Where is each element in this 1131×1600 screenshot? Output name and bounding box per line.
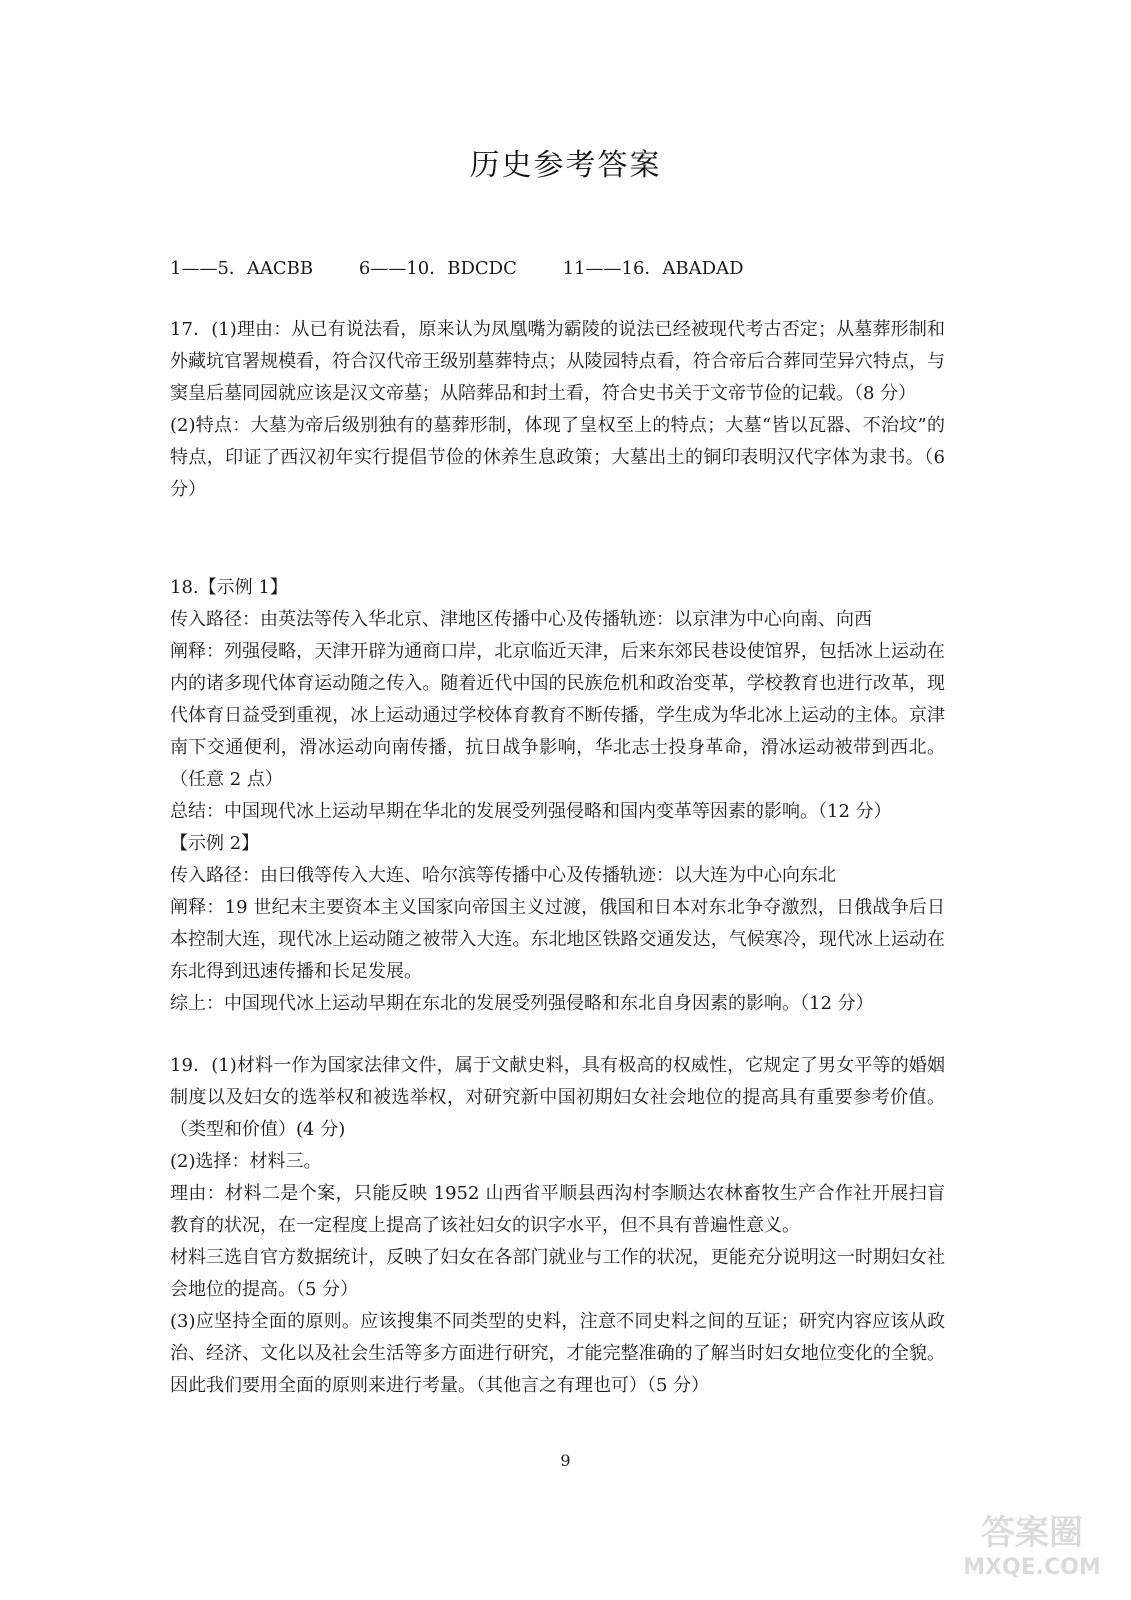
q18-example1-route: 传入路径：由英法等传入华北京、津地区传播中心及传播轨迹：以京津为中心向南、向西: [170, 609, 872, 630]
watermark-logo: [957, 1504, 1107, 1582]
q18-example2-heading: 【示例 2】: [170, 833, 260, 854]
q18-example1-explanation: 阐释：列强侵略，天津开辟为通商口岸，北京临近天津，后来东郊民巷设使馆界，包括冰上运动在内的诸多现代体育运动随之传入。随着近代中国的民族危机和政治变革，学校教育也进行改革，现代体育日益受到重视，冰上运动通过学校体育教育不断传播，学生成为华北冰上运动的主体。京津南下交通便利，滑冰运动向南传播，抗日战争影响，华北志士投身革命，滑冰运动被带到西北。（任意 2 点）: [170, 641, 945, 790]
choice-answers: [170, 254, 744, 280]
q18-example1-summary: 总结：中国现代冰上运动早期在华北的发展受列强侵略和国内变革等因素的影响。（12 分）: [170, 801, 892, 822]
choice-answers-11-16: 11——16．ABADAD: [562, 258, 744, 279]
question-17: [170, 314, 945, 506]
q19-part2-choice: (2)选择：材料三。: [170, 1151, 322, 1172]
question-19: [170, 1050, 945, 1402]
choice-answers-1-5: 1——5．AACBB: [170, 258, 314, 279]
q19-part2-reason-material2: 理由：材料二是个案，只能反映 1952 山西省平顺县西沟村李顺达农林畜牧生产合作社开展扫盲教育的状况，在一定程度上提高了该社妇女的识字水平，但不具有普遍性意义。: [170, 1183, 945, 1236]
q18-example2-route: 传入路径：由曰俄等传入大连、哈尔滨等传播中心及传播轨迹：以大连为中心向东北: [170, 865, 836, 886]
page-title: 历史参考答案: [469, 148, 662, 183]
question-18: [170, 572, 945, 1020]
q19-part3: (3)应坚持全面的原则。应该搜集不同类型的史料，注意不同史料之间的互证；研究内容应该从政治、经济、文化以及社会生活等多方面进行研究，才能完整准确的了解当时妇女地位变化的全貌。因此我们要用全面的原则来进行考量。（其他言之有理也可）（5 分）: [170, 1311, 945, 1396]
watermark-text-bottom: MXQE.COM: [963, 1555, 1101, 1580]
q18-example2-summary: 综上：中国现代冰上运动早期在东北的发展受列强侵略和东北自身因素的影响。（12 分）: [170, 993, 874, 1014]
q18-example1-heading: 18.【示例 1】: [170, 577, 288, 598]
q18-example2-explanation: 阐释：19 世纪末主要资本主义国家向帝国主义过渡，俄国和日本对东北争夺激烈，日俄战争后日本控制大连，现代冰上运动随之被带入大连。东北地区铁路交通发达，气候寒冷，现代冰上运动在东北得到迅速传播和长足发展。: [170, 897, 945, 982]
q17-part1: 17．(1)理由：从已有说法看，原来认为凤凰嘴为霸陵的说法已经被现代考古否定；从墓葬形制和外藏坑官署规模看，符合汉代帝王级别墓葬特点；从陵园特点看，符合帝后合葬同茔异穴特点，与窦皇后墓同园就应该是汉文帝墓；从陪葬品和封土看，符合史书关于文帝节俭的记载。（8 分）: [170, 319, 945, 404]
page-number: 9: [560, 1451, 571, 1470]
watermark-text-top: 答案圈: [981, 1513, 1083, 1553]
q17-part2: (2)特点：大墓为帝后级别独有的墓葬形制，体现了皇权至上的特点；大墓“皆以瓦器、不治坟”的特点，印证了西汉初年实行提倡节俭的休养生息政策；大墓出土的铜印表明汉代字体为隶书。（6 分）: [170, 415, 945, 500]
choice-answers-6-10: 6——10．BDCDC: [358, 258, 517, 279]
q19-part1: 19．(1)材料一作为国家法律文件，属于文献史料，具有极高的权威性，它规定了男女平等的婚姻制度以及妇女的选举权和被选举权，对研究新中国初期妇女社会地位的提高具有重要参考价值。（类型和价值）(4 分): [170, 1055, 945, 1140]
q19-part2-reason-material3: 材料三选自官方数据统计，反映了妇女在各部门就业与工作的状况，更能充分说明这一时期妇女社会地位的提高。（5 分）: [170, 1247, 945, 1300]
